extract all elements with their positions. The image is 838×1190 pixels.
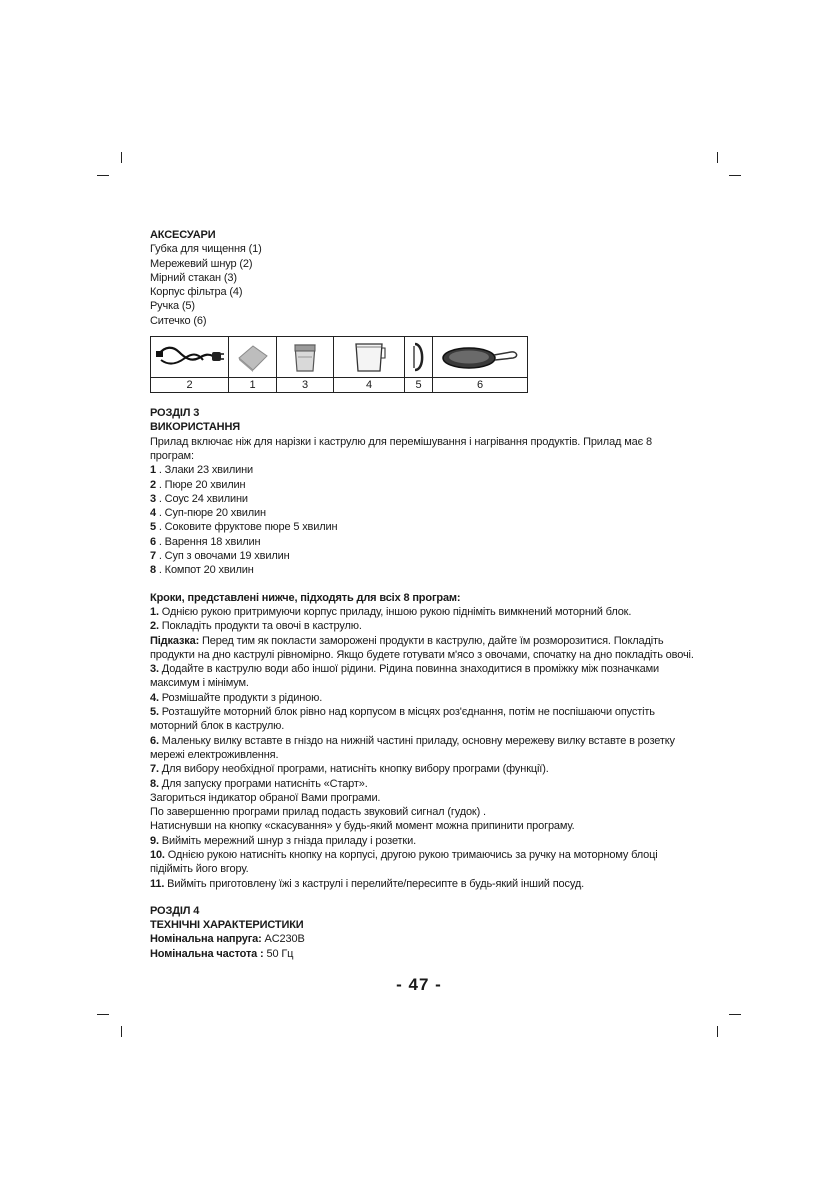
program-item: 5 . Соковите фруктове пюре 5 хвилин — [150, 521, 338, 534]
accessory-number: 1 — [229, 378, 277, 393]
crop-mark-bottom-left-h — [97, 1014, 109, 1015]
program-item: 8 . Компот 20 хвилин — [150, 564, 254, 577]
accessory-cell — [433, 337, 528, 378]
section4-title: ТЕХНІЧНІ ХАРАКТЕРИСТИКИ — [150, 919, 304, 932]
filter-housing-icon — [344, 340, 394, 374]
measuring-cup-icon — [285, 340, 325, 374]
accessory-item: Корпус фільтра (4) — [150, 286, 243, 299]
accessory-item: Ситечко (6) — [150, 314, 207, 327]
step-item: 11. Вийміть приготовлену їжі з каструлі і перелийте/пересипте в будь-який інший посуд. — [150, 877, 584, 890]
program-item: 6 . Варення 18 хвилин — [150, 535, 261, 548]
page-number: - 47 - — [396, 975, 442, 994]
accessory-cell — [334, 337, 405, 378]
accessory-item: Мірний стакан (3) — [150, 271, 237, 284]
crop-mark-top-left-h — [97, 175, 109, 176]
step-item: 3. Додайте в каструлю води або іншої рідини. Рідина повинна знаходитися в проміжку між позначками максимум і мінімум. — [150, 663, 659, 690]
crop-mark-bottom-left-v — [121, 1026, 122, 1037]
accessory-number: 3 — [277, 378, 334, 393]
step-item: Підказка: Перед тим як покласти заморожені продукти в каструлю, дайте їм розморозитися. Покладіть продукти на дно каструлі рівномірно. Якщо будете готувати м'ясо з овочами, спочатку на дно покладіть овочі. — [150, 634, 694, 661]
step-item: По завершенню програми прилад подасть звуковий сигнал (гудок) . — [150, 806, 486, 819]
step-item: 9. Вийміть мережний шнур з гнізда приладу і розетки. — [150, 834, 416, 847]
spec-item: Номінальна напруга: AC230В — [150, 933, 305, 946]
step-item: 2. Покладіть продукти та овочі в каструлю. — [150, 620, 362, 633]
accessory-item: Губка для чищення (1) — [150, 243, 262, 256]
accessory-cell — [405, 337, 433, 378]
step-item: Загориться індикатор обраної Вами програми. — [150, 791, 381, 804]
accessory-cell — [151, 337, 229, 378]
spec-item: Номінальна частота : 50 Гц — [150, 947, 294, 960]
program-item: 1 . Злаки 23 хвилини — [150, 464, 254, 477]
step-item: 8. Для запуску програми натисніть «Старт». — [150, 777, 368, 790]
page-content — [150, 228, 698, 961]
accessory-number: 6 — [433, 378, 528, 393]
crop-mark-bottom-right-h — [729, 1014, 741, 1015]
accessory-item: Ручка (5) — [150, 300, 195, 313]
step-item: 7. Для вибору необхідної програми, натисніть кнопку вибору програми (функції). — [150, 763, 549, 776]
handle-icon — [408, 340, 430, 374]
section3-title: ВИКОРИСТАННЯ — [150, 421, 240, 434]
crop-mark-top-left-v — [121, 152, 122, 163]
crop-mark-top-right-v — [717, 152, 718, 163]
accessory-number: 4 — [334, 378, 405, 393]
step-item: 6. Маленьку вилку вставте в гніздо на нижній частині приладу, основну мережеву вилку вставте в розетку мережі електроживлення. — [150, 734, 675, 761]
program-item: 4 . Суп-пюре 20 хвилин — [150, 507, 266, 520]
power-cord-icon — [155, 340, 225, 374]
accessory-number: 2 — [151, 378, 229, 393]
step-item: 4. Розмішайте продукти з рідиною. — [150, 691, 323, 704]
crop-mark-top-right-h — [729, 175, 741, 176]
step-item: 10. Однією рукою натисніть кнопку на корпусі, другою рукою тримаючись за ручку на моторному блоці підійміть його вгору. — [150, 848, 658, 876]
steps-heading: Кроки, представлені нижче, підходять для всіх 8 програм: — [150, 591, 461, 604]
step-item: Натиснувши на кнопку «скасування» у будь-який момент можна припинити програму. — [150, 820, 575, 833]
step-item: 5. Розташуйте моторний блок рівно над корпусом в місцях роз'єднання, потім не поспішаючи опустіть моторний блок в каструлю. — [150, 706, 655, 733]
accessories-table — [150, 336, 528, 393]
accessories-heading: АКСЕСУАРИ — [150, 229, 216, 241]
accessory-cell — [277, 337, 334, 378]
accessory-item: Мережевий шнур (2) — [150, 257, 253, 270]
strainer-icon — [439, 340, 521, 374]
accessory-cell — [229, 337, 277, 378]
crop-mark-bottom-right-v — [717, 1026, 718, 1037]
section3-label: РОЗДІЛ 3 — [150, 407, 200, 420]
section4-label: РОЗДІЛ 4 — [150, 904, 200, 917]
sponge-icon — [233, 340, 273, 374]
step-item: 1. Однією рукою притримуючи корпус приладу, іншою рукою підніміть вимкнений моторний блок. — [150, 605, 632, 618]
accessory-number: 5 — [405, 378, 433, 393]
program-item: 7 . Суп з овочами 19 хвилин — [150, 550, 290, 563]
section3-intro: Прилад включає ніж для нарізки і каструлю для перемішування і нагрівання продуктів. Прилад має 8 програм: — [150, 435, 652, 462]
program-item: 2 . Пюре 20 хвилин — [150, 478, 246, 491]
program-item: 3 . Соус 24 хвилини — [150, 492, 248, 505]
